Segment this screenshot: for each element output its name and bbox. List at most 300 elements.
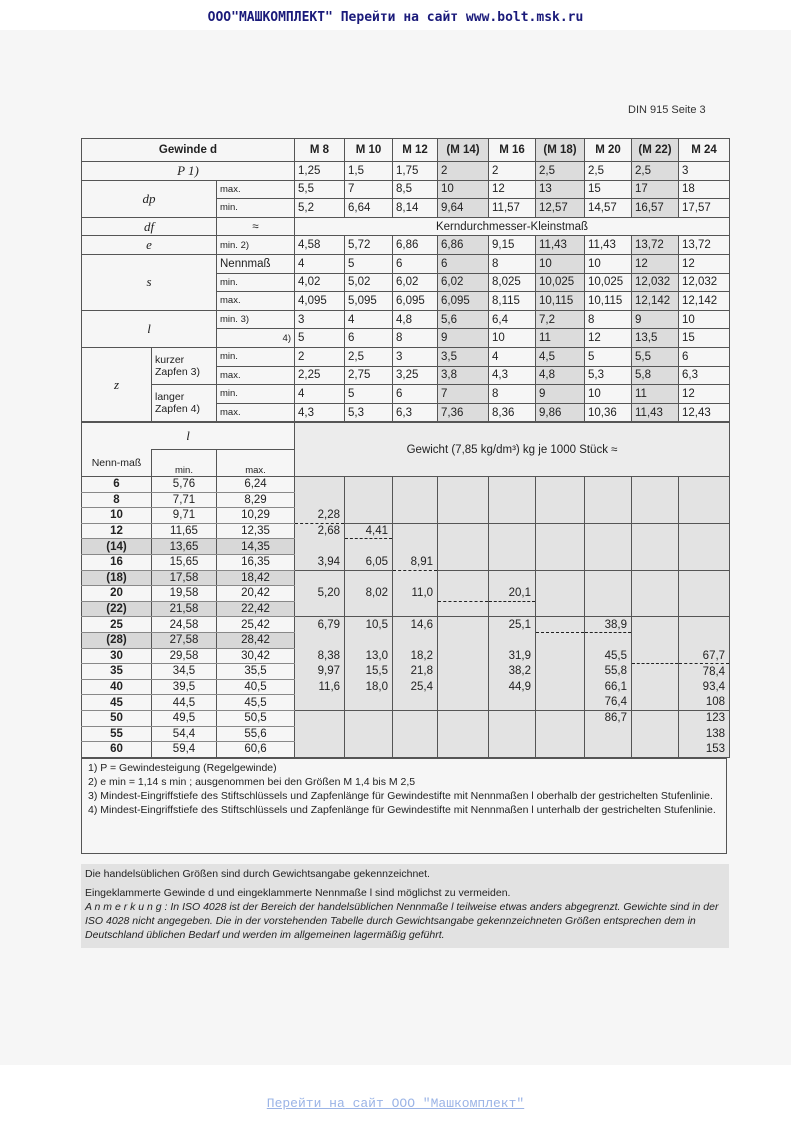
value-cell: 6,02 [393,273,438,292]
weight-cell: 2,28 [295,508,345,524]
value-cell: 12,142 [679,292,730,311]
weight-cell [295,601,345,617]
footnote: 2) e min = 1,14 s min ; ausgenommen bei den Größen M 1,4 bis M 2,5 [88,776,416,788]
max-cell: 55,6 [217,726,295,742]
min-cell: 39,5 [152,679,217,695]
max-cell: 16,35 [217,554,295,570]
weight-cell [679,617,730,633]
min-cell: 24,58 [152,617,217,633]
weight-cell: 11,0 [393,586,438,602]
value-cell: 7 [438,385,489,404]
max-cell: 50,5 [217,710,295,726]
weight-row [82,477,730,493]
max-cell: 45,5 [217,695,295,711]
row-label: l [82,310,217,347]
weight-row [82,710,730,726]
weight-cell [536,492,585,508]
weight-cell [438,617,489,633]
weight-cell: 8,02 [345,586,393,602]
value-cell: 12 [632,254,679,273]
weight-cell [632,679,679,695]
value-cell: 3 [393,347,438,366]
value-cell: 8 [489,254,536,273]
weight-cell [345,726,393,742]
value-cell: 12,032 [632,273,679,292]
value-cell: 7,36 [438,403,489,422]
value-cell: 5,3 [585,366,632,385]
weight-cell [679,632,730,648]
weight-cell [438,570,489,586]
weight-cell [632,539,679,555]
max-cell: 28,42 [217,632,295,648]
value-cell: 2,5 [345,347,393,366]
weight-cell: 76,4 [585,695,632,711]
weight-row [82,648,730,664]
value-cell: 18 [679,180,730,199]
value-cell: 11,57 [489,199,536,218]
weight-cell: 6,79 [295,617,345,633]
weight-row [82,508,730,524]
nennmass-cell: (18) [82,570,152,586]
weight-cell: 38,2 [489,664,536,680]
value-cell: 5 [345,254,393,273]
weight-cell: 8,38 [295,648,345,664]
weight-cell [438,679,489,695]
weight-cell [536,726,585,742]
weight-cell [632,586,679,602]
value-cell: 3 [679,162,730,181]
value-cell: 5,6 [438,310,489,329]
row-label: Nennmaß [217,254,295,273]
weight-cell: 138 [679,726,730,742]
weight-cell [585,601,632,617]
weight-cell [679,539,730,555]
weight-cell [393,742,438,758]
weight-cell [438,648,489,664]
row-label: min. [217,199,295,218]
value-cell: 9,15 [489,236,536,255]
weight-cell: 6,05 [345,554,393,570]
min-cell: 29,58 [152,648,217,664]
min-cell: 49,5 [152,710,217,726]
weight-cell: 13,0 [345,648,393,664]
weight-cell [345,695,393,711]
value-cell: 6,3 [679,366,730,385]
weight-cell: 86,7 [585,710,632,726]
weight-cell [679,523,730,539]
weight-cell [393,570,438,586]
max-cell: 20,42 [217,586,295,602]
weight-cell: 153 [679,742,730,758]
row-label: langer Zapfen 4) [152,385,217,422]
value-cell: 5,02 [345,273,393,292]
weight-cell [489,539,536,555]
weight-cell [438,508,489,524]
value-cell: 8,36 [489,403,536,422]
weight-cell: 8,91 [393,554,438,570]
weight-cell: 2,68 [295,523,345,539]
row-label: min. 3) [217,310,295,329]
value-cell: 2,5 [632,162,679,181]
weight-cell [632,570,679,586]
value-cell: 6 [438,254,489,273]
value-cell: 4 [345,310,393,329]
value-cell: 8,115 [489,292,536,311]
nennmass-cell: 25 [82,617,152,633]
weight-cell: 44,9 [489,679,536,695]
row-label: 4) [217,329,295,348]
weight-cell [295,742,345,758]
min-cell: 44,5 [152,695,217,711]
nennmass-cell: 20 [82,586,152,602]
header-row [82,139,730,162]
weight-cell [489,710,536,726]
footnotes [81,758,727,854]
min-cell: 17,58 [152,570,217,586]
nennmass-cell: 35 [82,664,152,680]
value-cell: 6,095 [438,292,489,311]
weight-cell [489,726,536,742]
weight-cell [489,695,536,711]
weight-cell [679,477,730,493]
footer-link[interactable]: Перейти на сайт ООО "Машкомплект" [266,1096,525,1111]
weight-row [82,679,730,695]
weight-header-row [82,423,730,450]
nennmass-cell: 16 [82,554,152,570]
value-cell: 3 [295,310,345,329]
weight-cell [345,570,393,586]
weight-cell [536,539,585,555]
value-cell: 6 [679,347,730,366]
max-cell: 22,42 [217,601,295,617]
banner-link[interactable]: ООО"МАШКОМПЛЕКТ" Перейти на сайт www.bolt.msk.ru [207,10,584,25]
weight-row [82,664,730,680]
weight-cell: 78,4 [679,664,730,680]
weight-cell [393,492,438,508]
nennmass-cell: 55 [82,726,152,742]
nennmass-cell: 30 [82,648,152,664]
value-cell: 5,72 [345,236,393,255]
value-cell: 10 [679,310,730,329]
weight-cell [632,695,679,711]
row-label: ≈ [217,217,295,236]
value-cell: 13,5 [632,329,679,348]
anmerkung: A n m e r k u n g : In ISO 4028 ist der Bereich der handelsüblichen Nennmaße l teilweise etwas anders abgegrenzt. Gewichte sind in der ISO 4028 nicht angegeben. Die in der vorstehenden Tabelle durch Gewichtsangabe gekennzeichneten Größen entsprechen dem in Deutschland üblichen Bedarf und werden im allgemeinen lagermäßig geführt. [85,901,719,941]
weight-cell [438,539,489,555]
size-header: M 8 [295,139,345,162]
value-cell: 10,025 [536,273,585,292]
weight-cell [393,539,438,555]
weight-cell: 10,5 [345,617,393,633]
weight-cell: 14,6 [393,617,438,633]
value-cell: 12 [489,180,536,199]
weight-cell [489,492,536,508]
weight-cell [536,601,585,617]
weight-cell [295,539,345,555]
size-header: M 24 [679,139,730,162]
value-cell: 4,095 [295,292,345,311]
weight-cell [536,617,585,633]
min-cell: 15,65 [152,554,217,570]
value-cell: 12,57 [536,199,585,218]
value-cell: 5 [295,329,345,348]
footnote: 4) Mindest-Eingriffstiefe des Stiftschlüssels und Zapfenlänge für Gewindestifte mit Nennmaßen l unterhalb der gestrichelten Stufenlinie. [88,804,716,816]
min-cell: 7,71 [152,492,217,508]
row-label: dp [82,180,217,217]
table-row [82,347,730,366]
weight-row [82,539,730,555]
size-header: M 16 [489,139,536,162]
row-label: P 1) [82,162,295,181]
value-cell: 8 [489,385,536,404]
weight-cell: 4,41 [345,523,393,539]
weight-cell [393,523,438,539]
value-cell: 6,64 [345,199,393,218]
value-cell: 6 [345,329,393,348]
weight-cell [632,523,679,539]
weight-cell: 31,9 [489,648,536,664]
row-label: df [82,217,217,236]
table-row [82,310,730,329]
row-label: min. 2) [217,236,295,255]
nennmass-cell: (14) [82,539,152,555]
value-cell: 16,57 [632,199,679,218]
weight-row [82,601,730,617]
weight-cell [536,523,585,539]
min-cell: 27,58 [152,632,217,648]
header-label: Gewinde d [82,139,295,162]
footnote: 1) P = Gewindesteigung (Regelgewinde) [88,762,277,774]
value-cell: 14,57 [585,199,632,218]
weight-cell [536,586,585,602]
value-cell: 12,142 [632,292,679,311]
min-cell: 11,65 [152,523,217,539]
weight-row [82,742,730,758]
min-cell: 54,4 [152,726,217,742]
weight-cell [679,586,730,602]
table-row [82,180,730,199]
weight-cell [679,601,730,617]
weight-cell [536,508,585,524]
weight-cell [536,477,585,493]
weight-cell [295,477,345,493]
weight-cell [393,710,438,726]
value-cell: 6 [393,254,438,273]
nennmass-cell: 8 [82,492,152,508]
value-cell: 9,64 [438,199,489,218]
min-header: min. [152,450,217,477]
nennmass-cell: 60 [82,742,152,758]
weight-cell [438,742,489,758]
weight-cell [585,477,632,493]
weight-cell [679,570,730,586]
weight-cell [345,601,393,617]
value-cell: 12,032 [679,273,730,292]
weight-cell [632,648,679,664]
value-cell: 12 [679,254,730,273]
min-cell: 5,76 [152,477,217,493]
max-cell: 25,42 [217,617,295,633]
weight-row [82,492,730,508]
value-cell: 4,02 [295,273,345,292]
weight-row [82,695,730,711]
value-cell: 6,4 [489,310,536,329]
table-row [82,162,730,181]
weight-cell [295,492,345,508]
weight-cell: 45,5 [585,648,632,664]
weight-cell [295,726,345,742]
value-cell: 10,115 [585,292,632,311]
weight-cell [438,664,489,680]
weight-cell [295,632,345,648]
value-cell: 10,36 [585,403,632,422]
weight-cell [489,554,536,570]
note: Eingeklammerte Gewinde d und eingeklammerte Nennmaße l sind möglichst zu vermeiden. [85,887,511,899]
value-cell: 12,43 [679,403,730,422]
nennmass-cell: 12 [82,523,152,539]
weight-cell [345,477,393,493]
value-cell: 2,5 [536,162,585,181]
size-header: M 10 [345,139,393,162]
value-cell: 3,8 [438,366,489,385]
value-cell: 6 [393,385,438,404]
value-cell: 5,5 [295,180,345,199]
weight-cell [585,742,632,758]
table-row [82,254,730,273]
row-label: min. [217,347,295,366]
weight-row [82,570,730,586]
weight-cell [536,632,585,648]
page-reference: DIN 915 Seite 3 [628,104,706,116]
weight-cell [536,648,585,664]
weight-cell [585,726,632,742]
weight-cell [632,710,679,726]
value-cell: 3,25 [393,366,438,385]
weight-cell [632,492,679,508]
value-cell: 1,5 [345,162,393,181]
value-cell: 4 [295,254,345,273]
value-cell: 11,43 [536,236,585,255]
value-cell: 5,3 [345,403,393,422]
value-cell: 4,3 [489,366,536,385]
footnote: 3) Mindest-Eingriffstiefe des Stiftschlüssels und Zapfenlänge für Gewindestifte mit Nennmaßen l oberhalb der gestrichelten Stufenlinie. [88,790,713,802]
value-cell: 2,25 [295,366,345,385]
weight-cell: 5,20 [295,586,345,602]
max-cell: 12,35 [217,523,295,539]
max-cell: 35,5 [217,664,295,680]
weight-cell: 20,1 [489,586,536,602]
row-label: max. [217,180,295,199]
nennmass-cell: 50 [82,710,152,726]
weight-cell [345,742,393,758]
weight-cell [438,477,489,493]
value-cell: 9,86 [536,403,585,422]
value-cell: 3,5 [438,347,489,366]
value-cell: 6,095 [393,292,438,311]
value-cell: 10,025 [585,273,632,292]
max-header: max. [217,450,295,477]
weight-cell [295,695,345,711]
row-label: z [82,347,152,421]
weight-cell: 3,94 [295,554,345,570]
weight-cell [438,726,489,742]
weight-row [82,726,730,742]
row-label: min. [217,273,295,292]
weight-cell [393,632,438,648]
df-note: Kerndurchmesser-Kleinstmaß [295,217,730,236]
row-label: e [82,236,217,255]
value-cell: 11 [536,329,585,348]
weight-cell [393,726,438,742]
weight-cell [632,477,679,493]
value-cell: 10 [536,254,585,273]
weight-cell [438,586,489,602]
min-cell: 13,65 [152,539,217,555]
value-cell: 5 [585,347,632,366]
value-cell: 5,095 [345,292,393,311]
weight-row [82,523,730,539]
value-cell: 13,72 [679,236,730,255]
value-cell: 10 [489,329,536,348]
weight-cell [489,523,536,539]
weight-cell [438,695,489,711]
value-cell: 7 [345,180,393,199]
value-cell: 12 [585,329,632,348]
dimensions-table [81,138,730,422]
nennmass-cell: 40 [82,679,152,695]
weight-cell [585,586,632,602]
value-cell: 4 [295,385,345,404]
weight-row [82,554,730,570]
weight-cell [438,554,489,570]
weight-cell [585,492,632,508]
weight-cell [585,554,632,570]
value-cell: 13,72 [632,236,679,255]
weight-cell [585,523,632,539]
table-row [82,236,730,255]
row-label: min. [217,385,295,404]
value-cell: 2 [489,162,536,181]
value-cell: 1,25 [295,162,345,181]
max-cell: 30,42 [217,648,295,664]
row-label: max. [217,292,295,311]
value-cell: 4,8 [536,366,585,385]
row-label: max. [217,403,295,422]
weight-cell [632,726,679,742]
weight-cell: 11,6 [295,679,345,695]
weight-cell: 66,1 [585,679,632,695]
weight-cell [585,508,632,524]
weight-cell [489,632,536,648]
weight-cell: 25,4 [393,679,438,695]
weight-cell [438,523,489,539]
value-cell: 6,86 [393,236,438,255]
weight-cell [536,742,585,758]
value-cell: 4,5 [536,347,585,366]
min-cell: 59,4 [152,742,217,758]
value-cell: 12 [679,385,730,404]
value-cell: 9 [632,310,679,329]
weight-cell [632,617,679,633]
value-cell: 8,025 [489,273,536,292]
weight-cell [536,710,585,726]
weight-cell [345,710,393,726]
weight-cell [536,664,585,680]
weight-cell [345,632,393,648]
weight-cell [679,554,730,570]
weight-cell: 55,8 [585,664,632,680]
value-cell: 10,115 [536,292,585,311]
